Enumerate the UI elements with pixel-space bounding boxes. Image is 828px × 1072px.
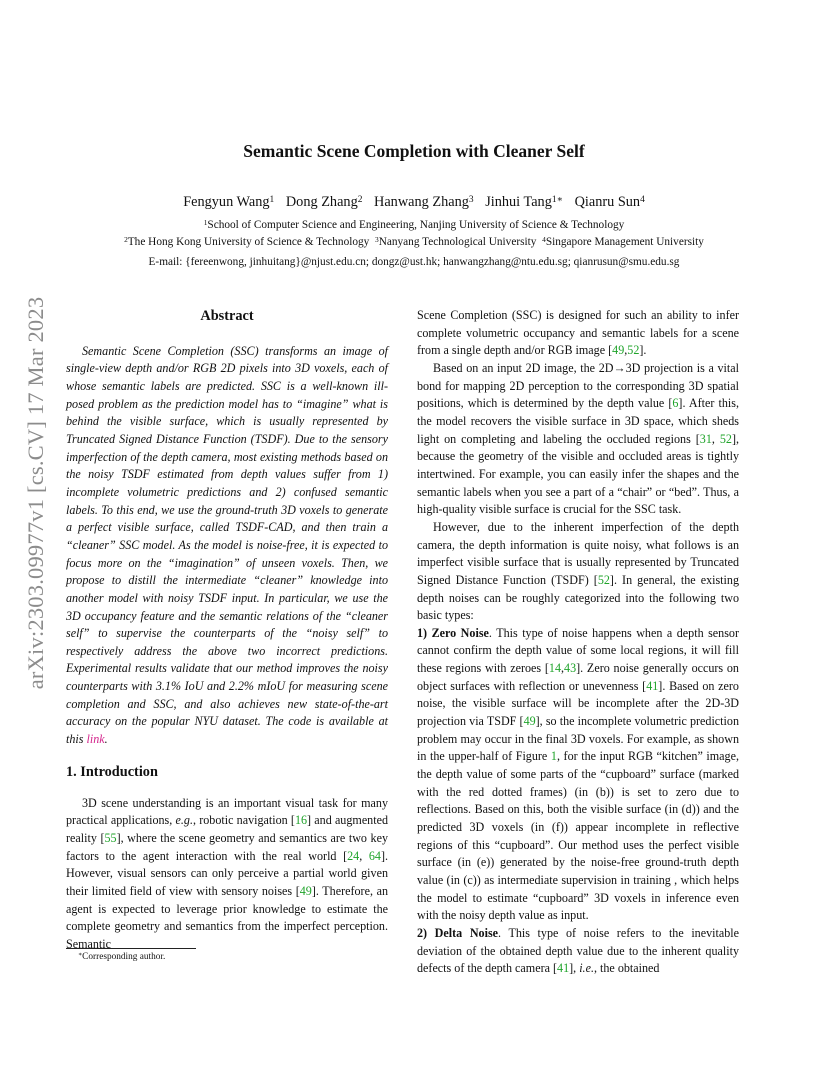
author: Jinhui Tang$^{1∗}$ (485, 194, 563, 210)
right-paragraph-2: Based on an input 2D image, the 2D→3D projection is a vital bond for mapping 2D perception to the corresponding 3D spatial positions, which is determined by the depth value [6]. After this, the model recovers the visible surface in 3D space, which sheds light on completing and labeling the occluded regions [31, 52], because the geometry of the visible and occluded areas is tightly intertwined. For example, you can easily infer the shapes and the semantic labels when you see a part of a “chair” or “bed”. Thus, a high-quality visible surface is crucial for the SSC task. (417, 360, 740, 517)
intro-paragraph-1: 3D scene understanding is an important visual task for many practical applications, e.g., robotic navigation [16] and augmented reality [55], where the scene geometry and semantics are two key factors to the agent interaction with the real world [24, 64]. However, visual sensors can only perceive a partial world given their limited field of view with sensory noises [49]. Therefore, an agent is expected to leverage prior knowledge to estimate the complete geometry and semantics from the imperfect perception. Semantic (66, 795, 389, 951)
citation[interactable]: 52 (627, 343, 640, 358)
citation[interactable]: 41 (557, 961, 570, 976)
author: Qianru Sun$^4$ (574, 194, 645, 210)
citation[interactable]: 52 (719, 431, 732, 446)
citation[interactable]: 43 (564, 661, 577, 676)
code-link[interactable]: link (86, 732, 105, 747)
arxiv-stamp (20, 283, 52, 703)
citation[interactable]: 52 (597, 572, 610, 587)
right-column (417, 307, 739, 978)
delta-noise-paragraph: 2) Delta Noise. This type of noise refers to the inevitable deviation of the obtained depth value due to the inherent quality defects of the depth camera [41], i.e., the obtained (417, 925, 740, 976)
citation[interactable]: 49 (523, 714, 536, 729)
affiliation-line-1: $^1$School of Computer Science and Engineering, Nanjing University of Science & Technology (203, 217, 625, 231)
figure-ref[interactable]: 1 (550, 749, 557, 764)
footnote-rule (66, 948, 196, 949)
affiliation-line-2: $^2$The Hong Kong University of Science & Technology $^3$Nanyang Technological University $^4$Singapore Management University (124, 234, 704, 248)
abstract-text: Semantic Scene Completion (SSC) transforms an image of single-view depth and/or RGB 2D pixels into 3D voxels, each of whose semantic labels are predicted. SSC is a well-known ill-posed problem as the prediction model has to “imagine” what is behind the visible surface, which is usually represented by Truncated Signed Distance Function (TSDF). Due to the sensory imperfection of the depth camera, most existing methods based on the noisy TSDF estimated from depth values suffer from 1) incomplete volumetric predictions and 2) confused semantic labels. To this end, we use the ground-truth 3D voxels to generate a perfect visible surface, called TSDF-CAD, and then train a “cleaner” SSC model. As the model is noise-free, it is expected to focus more on the “imagination” of unseen voxels. Then, we propose to distill the intermediate “cleaner” knowledge into another model with noisy TSDF input. In particular, we use the 3D occupancy feature and the semantic relations of the “cleaner self” to supervise the counterparts of the “noisy self” to respectively address the above two incorrect predictions. Experimental results validate that our method improves the noisy counterparts with 3.1% IoU and 2.2% mIoU for measuring scene completion and SSC, and also achieves new state-of-the-art accuracy on the popular NYU dataset. The code is available at this link. (66, 343, 388, 747)
citation[interactable]: 41 (646, 678, 659, 693)
citation[interactable]: 31 (699, 431, 712, 446)
zero-noise-label: 1) Zero Noise (417, 625, 489, 640)
author: Fengyun Wang$^1$ (183, 194, 275, 210)
introduction-heading: 1. Introduction (66, 764, 158, 780)
author-list (0, 194, 828, 211)
author-emails: E-mail: {fereenwong, jinhuitang}@njust.edu.cn; dongz@ust.hk; hanwangzhang@ntu.edu.sg; qianrusun@smu.edu.sg (148, 256, 680, 268)
citation[interactable]: 49 (299, 883, 312, 898)
abstract-section (66, 308, 388, 749)
introduction-section (66, 764, 388, 954)
zero-noise-paragraph: 1) Zero Noise. This type of noise happens when a depth sensor cannot confirm the depth value of some local regions, it will fill these regions with zeroes [14,43]. Zero noise generally occurs on object surfaces with reflection or unevenness [41]. Based on zero noise, the visible surface will be incomplete after the 2D-3D projection via TSDF [49], so the incomplete volumetric prediction problem may occur in the final 3D voxels. For example, as shown in the upper-half of Figure 1, for the input RGB “kitchen” image, the depth value of some parts of the “cupboard” surface (marked with the red dotted frames) (in (b)) is set to zero due to reflections. Based on this, both the visible surface (in (d)) and the predicted 3D voxels (in (f)) appear incomplete in reflective regions of this “cupboard”. Our method uses the perfect visible surface (in (e)) generated by the noise-free ground-truth depth value (in (c)) as intermediate supervision in training , which helps the model to estimate “cupboard” 3D voxels in inference even with the noisy depth value as input. (417, 625, 740, 923)
citation[interactable]: 55 (104, 830, 117, 845)
citation[interactable]: 24 (347, 848, 360, 863)
delta-noise-label: 2) Delta Noise (417, 925, 499, 940)
citation[interactable]: 6 (672, 396, 679, 411)
citation[interactable]: 16 (294, 813, 308, 828)
right-paragraph-1: Scene Completion (SSC) is designed for such an ability to infer complete volumetric occupancy and semantic labels for a scene from a single depth and/or RGB image [49,52]. (417, 308, 739, 358)
paper-title: Semantic Scene Completion with Cleaner Self (243, 141, 585, 161)
author: Dong Zhang$^2$ (285, 194, 363, 210)
citation[interactable]: 14 (548, 661, 561, 676)
right-paragraph-3: However, due to the inherent imperfection of the depth camera, the depth information is quite noisy, what follows is an imperfect visible surface that is usually represented by Truncated Signed Distance Function (TSDF) [52]. In general, the existing depth noises can be roughly categorized into the following two basic types: (417, 519, 739, 623)
arxiv-id: arXiv:2303.09977v1 [cs.CV] 17 Mar 2023 (23, 296, 48, 690)
author: Hanwang Zhang$^3$ (374, 194, 474, 210)
citation[interactable]: 49 (612, 343, 625, 358)
footnote: ∗Corresponding author. (78, 952, 166, 962)
citation[interactable]: 64 (368, 848, 381, 863)
abstract-heading: Abstract (200, 308, 254, 324)
